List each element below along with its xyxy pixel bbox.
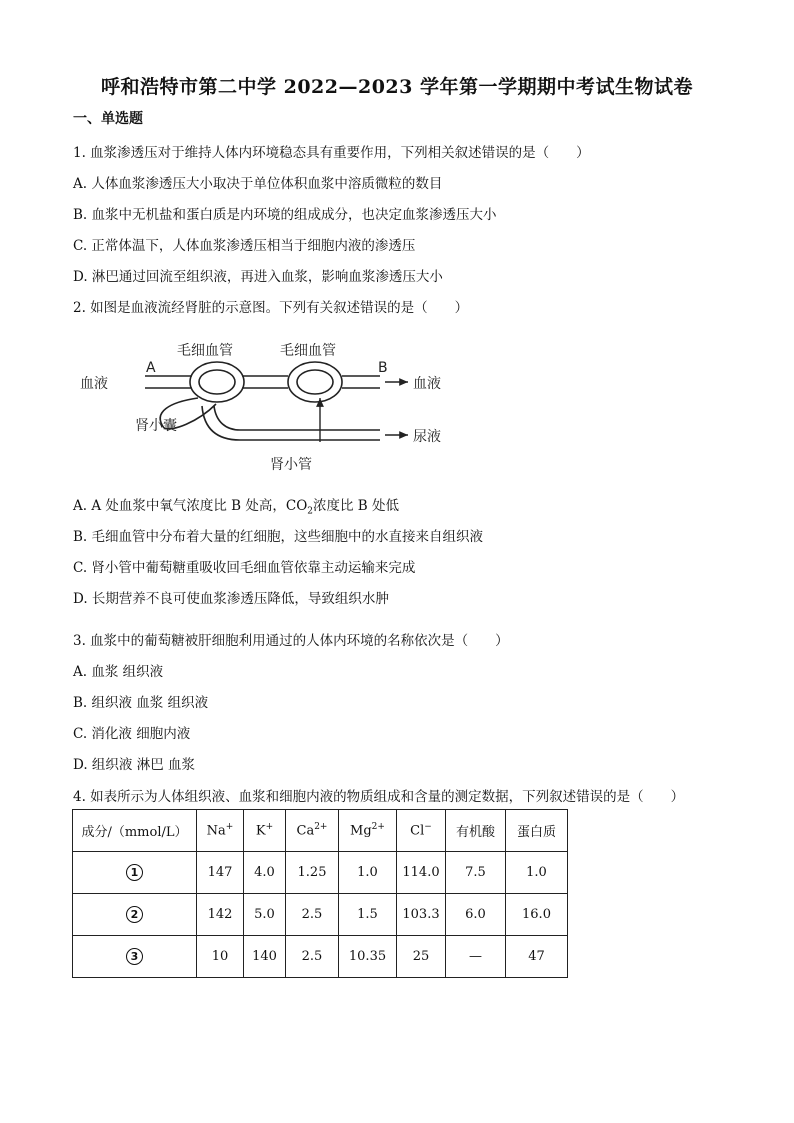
q3-option-b: B. 组织液 血浆 组织液	[73, 695, 209, 711]
table-cell: 1.5	[339, 894, 397, 936]
table-row	[73, 936, 568, 978]
table-header-row	[73, 810, 568, 852]
table-cell: 1.25	[286, 852, 339, 894]
point-b-label: B	[378, 360, 388, 376]
blood-out-label: 血液	[413, 376, 441, 392]
table-cell: 5.0	[244, 894, 286, 936]
header-cell: $Mg^{2+}$	[339, 810, 397, 852]
urine-label: 尿液	[413, 429, 441, 445]
co2-subscript: 2	[307, 506, 314, 517]
table-row	[73, 852, 568, 894]
point-a-label: A	[146, 360, 156, 376]
capillary-loops	[190, 362, 342, 402]
circled-number-label: 2	[126, 906, 143, 923]
table-row	[73, 894, 568, 936]
q3-option-d: D. 组织液 淋巴 血浆	[73, 757, 196, 773]
header-cell: 成分/（mmol/L）	[73, 810, 197, 852]
kidney-diagram	[80, 336, 460, 476]
circled-number-label: 3	[126, 948, 143, 965]
header-cell: Na+	[197, 810, 244, 852]
table-cell: 25	[397, 936, 446, 978]
q1-option-b: B. 血浆中无机盐和蛋白质是内环境的组成成分，也决定血浆渗透压大小	[73, 207, 497, 223]
tubule-label: 肾小管	[270, 457, 312, 473]
q2-stem: 2. 如图是血液流经肾脏的示意图。下列有关叙述错误的是（ ）	[73, 300, 469, 316]
header-cell: 有机酸	[446, 810, 506, 852]
header-cell: Cl−	[397, 810, 446, 852]
table-cell: 142	[197, 894, 244, 936]
table-cell: 7.5	[446, 852, 506, 894]
table-cell: 16.0	[506, 894, 568, 936]
blood-in-label: 血液	[80, 376, 108, 392]
row-label-cell	[73, 936, 197, 978]
table-cell: 4.0	[244, 852, 286, 894]
q2-option-d: D. 长期营养不良可使血浆渗透压降低，导致组织水肿	[73, 591, 389, 607]
header-cell: K+	[244, 810, 286, 852]
q3-option-c: C. 消化液 细胞内液	[73, 726, 191, 742]
table-cell: 47	[506, 936, 568, 978]
circled-number-label: 1	[126, 864, 143, 881]
table-cell: 6.0	[446, 894, 506, 936]
q3-stem: 3. 血浆中的葡萄糖被肝细胞利用通过的人体内环境的名称依次是（ ）	[73, 633, 509, 649]
q2-option-a: A. A 处血浆中氧气浓度比 B 处高，$CO_2$浓度比 B 处低	[73, 498, 400, 517]
row-label-cell	[73, 852, 197, 894]
table-cell: 2.5	[286, 894, 339, 936]
q1-option-c: C. 正常体温下，人体血浆渗透压相当于细胞内液的渗透压	[73, 238, 416, 254]
q1-option-d: D. 淋巴通过回流至组织液，再进入血浆，影响血浆渗透压大小	[73, 269, 443, 285]
section-heading: 一、单选题	[73, 111, 143, 127]
q1-stem: 1. 血浆渗透压对于维持人体内环境稳态具有重要作用，下列相关叙述错误的是（ ）	[73, 145, 590, 161]
blood-vessel-lines	[145, 376, 380, 388]
capillary-label-2: 毛细血管	[280, 343, 336, 359]
table-cell: 147	[197, 852, 244, 894]
capsule-label: 肾小囊	[135, 418, 177, 434]
row-label-cell	[73, 894, 197, 936]
renal-capsule-and-tubule	[160, 398, 380, 440]
composition-table	[72, 809, 568, 978]
page-title: 呼和浩特市第二中学 2022—2023 学年第一学期期中考试生物试卷	[101, 76, 693, 98]
table-cell: 2.5	[286, 936, 339, 978]
table-cell: 1.0	[339, 852, 397, 894]
table-cell: 10	[197, 936, 244, 978]
q1-option-a: A. 人体血浆渗透压大小取决于单位体积血浆中溶质微粒的数目	[73, 176, 443, 192]
table-cell: 114.0	[397, 852, 446, 894]
header-cell: 蛋白质	[506, 810, 568, 852]
q2-option-b: B. 毛细血管中分布着大量的红细胞，这些细胞中的水直接来自组织液	[73, 529, 484, 545]
q3-option-a: A. 血浆 组织液	[73, 664, 164, 680]
table-cell: —	[446, 936, 506, 978]
table-cell: 1.0	[506, 852, 568, 894]
table-cell: 10.35	[339, 936, 397, 978]
q4-stem: 4. 如表所示为人体组织液、血浆和细胞内液的物质组成和含量的测定数据，下列叙述错误的是（ ）	[73, 789, 685, 805]
table-cell: 140	[244, 936, 286, 978]
q2-option-c: C. 肾小管中葡萄糖重吸收回毛细血管依靠主动运输来完成	[73, 560, 416, 576]
capillary-label-1: 毛细血管	[177, 343, 233, 359]
table-cell: 103.3	[397, 894, 446, 936]
header-cell: $Ca^{2+}$	[286, 810, 339, 852]
